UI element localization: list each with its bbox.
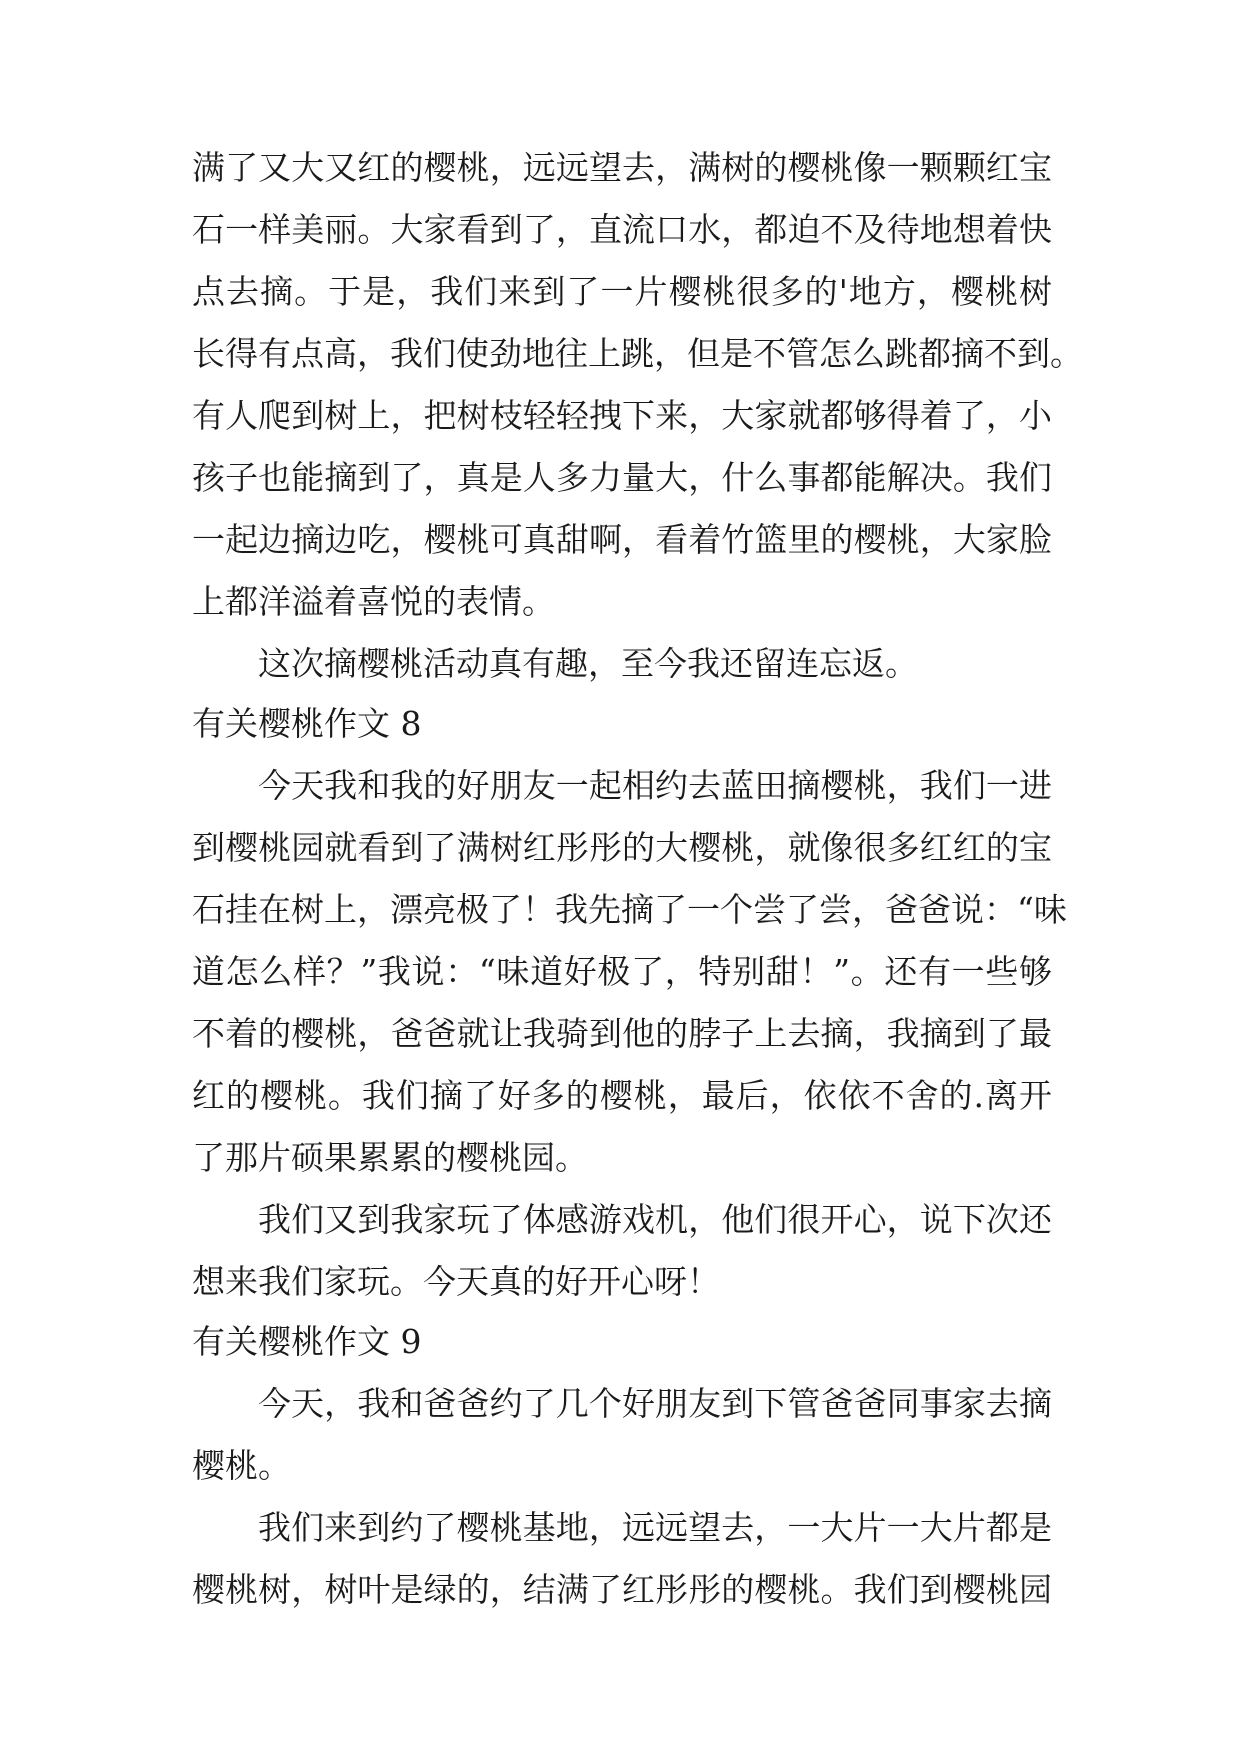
text-line: 满了又大又红的樱桃，远远望去，满树的樱桃像一颗颗红宝 [192, 148, 1052, 187]
text-line: 石一样美丽。大家看到了，直流口水，都迫不及待地想着快 [192, 210, 1052, 249]
text-line: 不着的樱桃，爸爸就让我骑到他的脖子上去摘，我摘到了最 [192, 1014, 1052, 1053]
text-line: 我们又到我家玩了体感游戏机，他们很开心，说下次还 [258, 1200, 1052, 1239]
text-line: 孩子也能摘到了，真是人多力量大，什么事都能解决。我们 [192, 458, 1052, 497]
text-line: 想来我们家玩。今天真的好开心呀！ [192, 1262, 720, 1301]
text-line: 一起边摘边吃，樱桃可真甜啊，看着竹篮里的樱桃，大家脸 [192, 520, 1052, 559]
text-line: 了那片硕果累累的樱桃园。 [192, 1138, 588, 1177]
text-line: 这次摘樱桃活动真有趣，至今我还留连忘返。 [258, 644, 918, 683]
text-line: 有人爬到树上，把树枝轻轻拽下来，大家就都够得着了，小 [192, 396, 1052, 435]
text-line: 长得有点高，我们使劲地往上跳，但是不管怎么跳都摘不到。 [192, 334, 1083, 373]
text-line: 石挂在树上，漂亮极了！我先摘了一个尝了尝，爸爸说：“味 [192, 890, 1067, 929]
text-line: 红的樱桃。我们摘了好多的樱桃，最后，依依不舍的.离开 [192, 1076, 1052, 1115]
section-heading: 有关樱桃作文 8 [192, 704, 422, 743]
text-line: 樱桃树，树叶是绿的，结满了红彤彤的樱桃。我们到樱桃园 [192, 1570, 1052, 1609]
text-line: 道怎么样？”我说：“味道好极了，特别甜！”。还有一些够 [192, 952, 1052, 991]
text-line: 我们来到约了樱桃基地，远远望去，一大片一大片都是 [258, 1508, 1052, 1547]
text-line: 今天，我和爸爸约了几个好朋友到下管爸爸同事家去摘 [258, 1384, 1052, 1423]
text-line: 樱桃。 [192, 1446, 291, 1485]
text-line: 上都洋溢着喜悦的表情。 [192, 582, 555, 621]
text-line: 到樱桃园就看到了满树红彤彤的大樱桃，就像很多红红的宝 [192, 828, 1052, 867]
text-line: 今天我和我的好朋友一起相约去蓝田摘樱桃，我们一进 [258, 766, 1052, 805]
section-heading: 有关樱桃作文 9 [192, 1322, 422, 1361]
text-line: 点去摘。于是，我们来到了一片樱桃很多的'地方，樱桃树 [192, 272, 1052, 311]
